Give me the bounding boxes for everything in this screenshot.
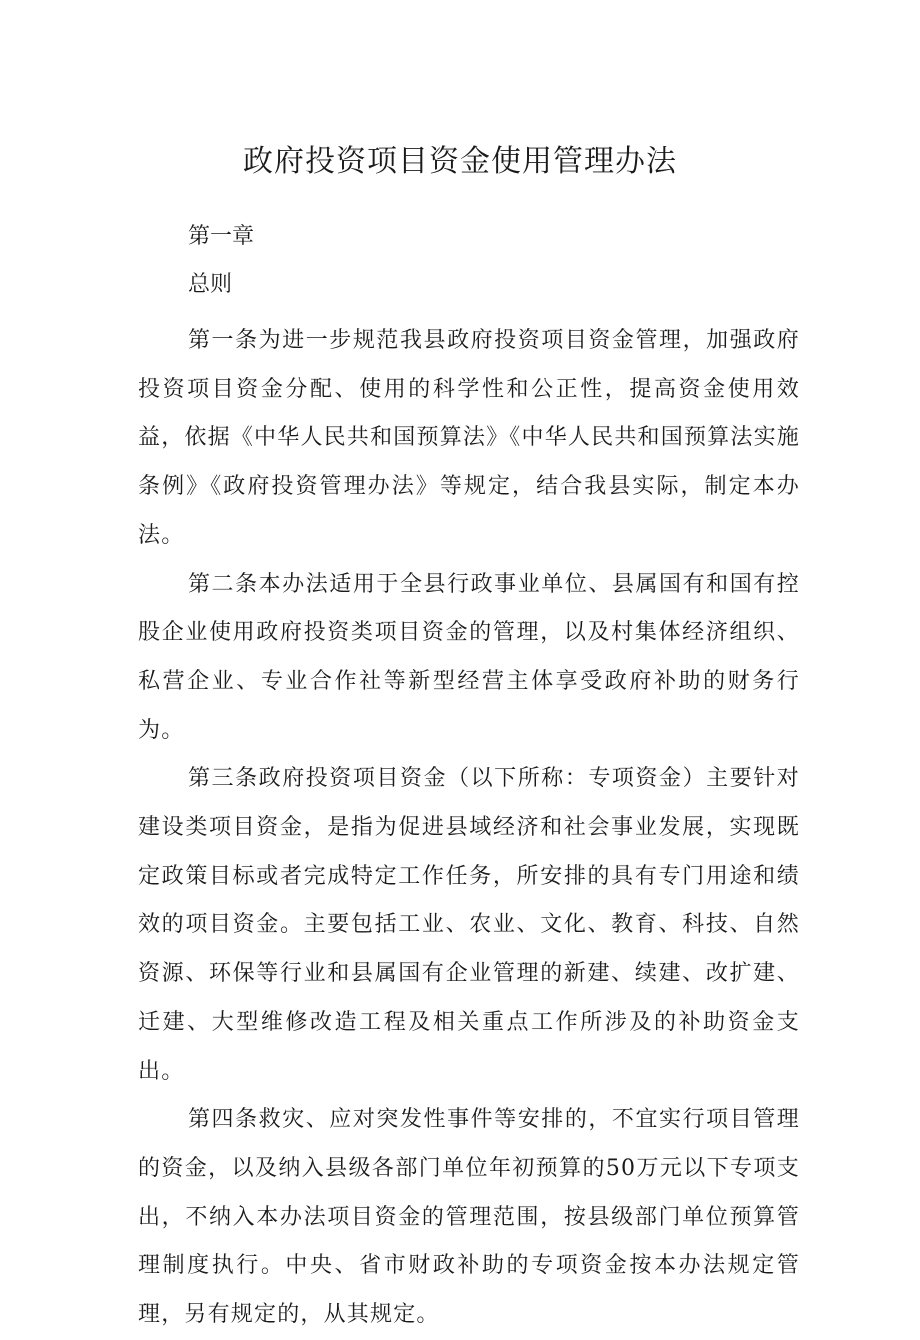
article-1: 第一条为进一步规范我县政府投资项目资金管理，加强政府投资项目资金分配、使用的科学性和公正性，提高资金使用效益，依据《中华人民共和国预算法》《中华人民共和国预算法实施条例》《政府投资管理办法》等规定，结合我县实际，制定本办法。 [138,328,800,548]
document-title: 政府投资项目资金使用管理办法 [243,144,677,179]
chapter-heading: 第一章 [188,224,255,249]
article-4: 第四条救灾、应对突发性事件等安排的，不宜实行项目管理的资金，以及纳入县级各部门单位年初预算的50万元以下专项支出，不纳入本办法项目资金的管理范围，按县级部门单位预算管理制度执行。中央、省市财政补助的专项资金按本办法规定管理，另有规定的，从其规定。 [138,1107,800,1328]
article-3: 第三条政府投资项目资金（以下所称：专项资金）主要针对建设类项目资金，是指为促进县域经济和社会事业发展，实现既定政策目标或者完成特定工作任务，所安排的具有专门用途和绩效的项目资金。主要包括工业、农业、文化、教育、科技、自然资源、环保等行业和县属国有企业管理的新建、续建、改扩建、迁建、大型维修改造工程及相关重点工作所涉及的补助资金支出。 [138,766,800,1084]
article-2: 第二条本办法适用于全县行政事业单位、县属国有和国有控股企业使用政府投资类项目资金的管理，以及村集体经济组织、私营企业、专业合作社等新型经营主体享受政府补助的财务行为。 [138,571,800,743]
article-list [138,317,800,1340]
section-heading: 总则 [188,272,233,297]
